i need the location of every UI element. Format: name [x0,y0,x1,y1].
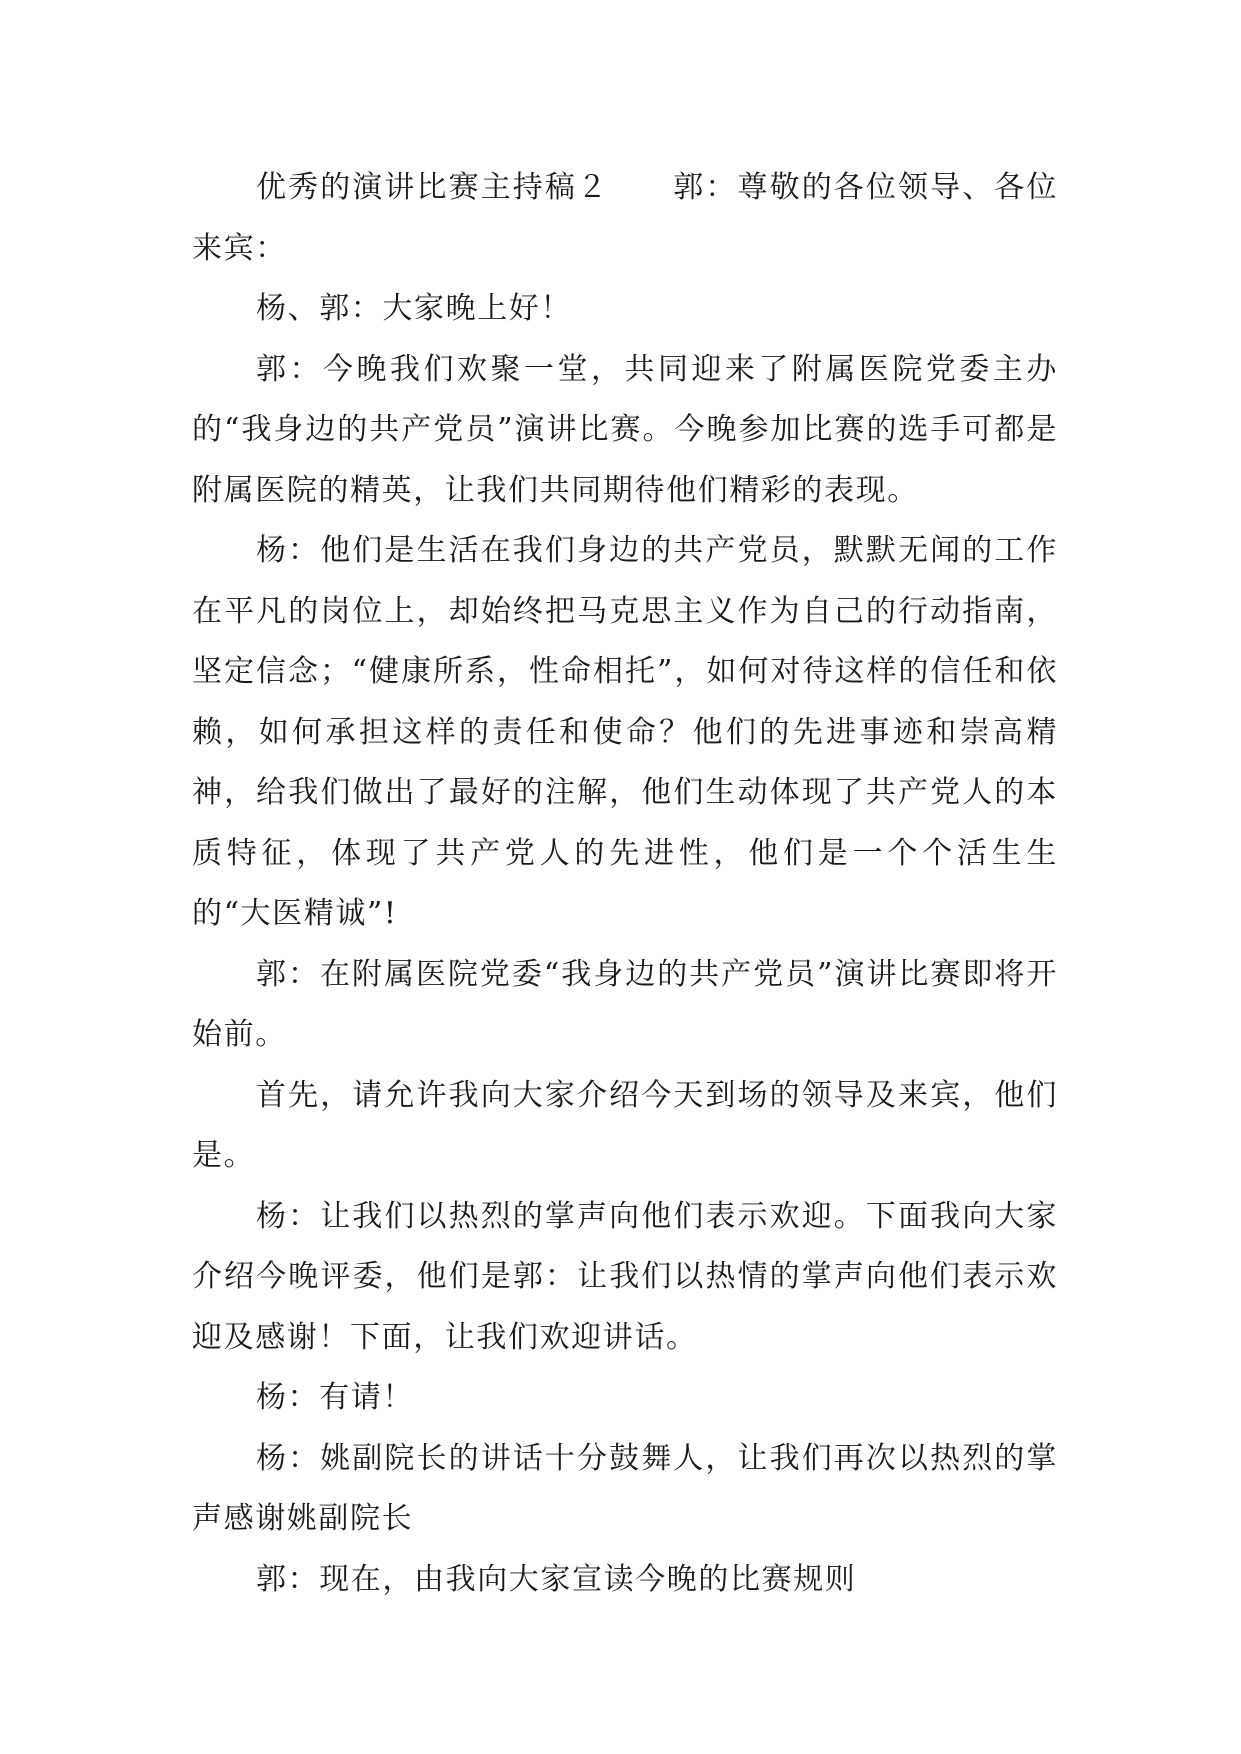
paragraph-guests: 首先，请允许我向大家介绍今天到场的领导及来宾，他们是。 [192,1077,1058,1173]
paragraph-rules: 郭：现在，由我向大家宣读今晚的比赛规则 [256,1561,857,1597]
paragraph-joint-greeting: 杨、郭：大家晚上好！ [256,291,572,326]
paragraph-title-greeting: 优秀的演讲比赛主持稿２ 郭：尊敬的各位领导、各位来宾： [192,170,1058,266]
paragraph-invitation: 杨：有请！ [256,1380,414,1415]
paragraph-introduction: 杨：他们是生活在我们身边的共产党员，默默无闻的工作在平凡的岗位上，却始终把马克思主义作为自己的行动指南，坚定信念；“健康所系，性命相托”，如何对待这样的信任和依赖，如何承担这样的责任和使命？他们的先进事迹和崇高精神，给我们做出了最好的注解，他们生动体现了共产党人的本质特征，体现了共产党人的先进性，他们是一个个活生生的“大医精诚”! [192,533,1058,931]
document-page [192,158,1058,1610]
paragraph-opening: 郭：今晚我们欢聚一堂，共同迎来了附属医院党委主办的“我身边的共产党员”演讲比赛。今晚参加比赛的选手可都是附属医院的精英，让我们共同期待他们精彩的表现。 [192,351,1058,508]
paragraph-judges: 杨：让我们以热烈的掌声向他们表示欢迎。下面我向大家介绍今晚评委，他们是郭：让我们以热情的掌声向他们表示欢迎及感谢！下面，让我们欢迎讲话。 [192,1198,1058,1355]
paragraph-thanks: 杨：姚副院长的讲话十分鼓舞人，让我们再次以热烈的掌声感谢姚副院长 [192,1440,1058,1536]
paragraph-start-notice: 郭：在附属医院党委“我身边的共产党员”演讲比赛即将开始前。 [192,956,1058,1052]
